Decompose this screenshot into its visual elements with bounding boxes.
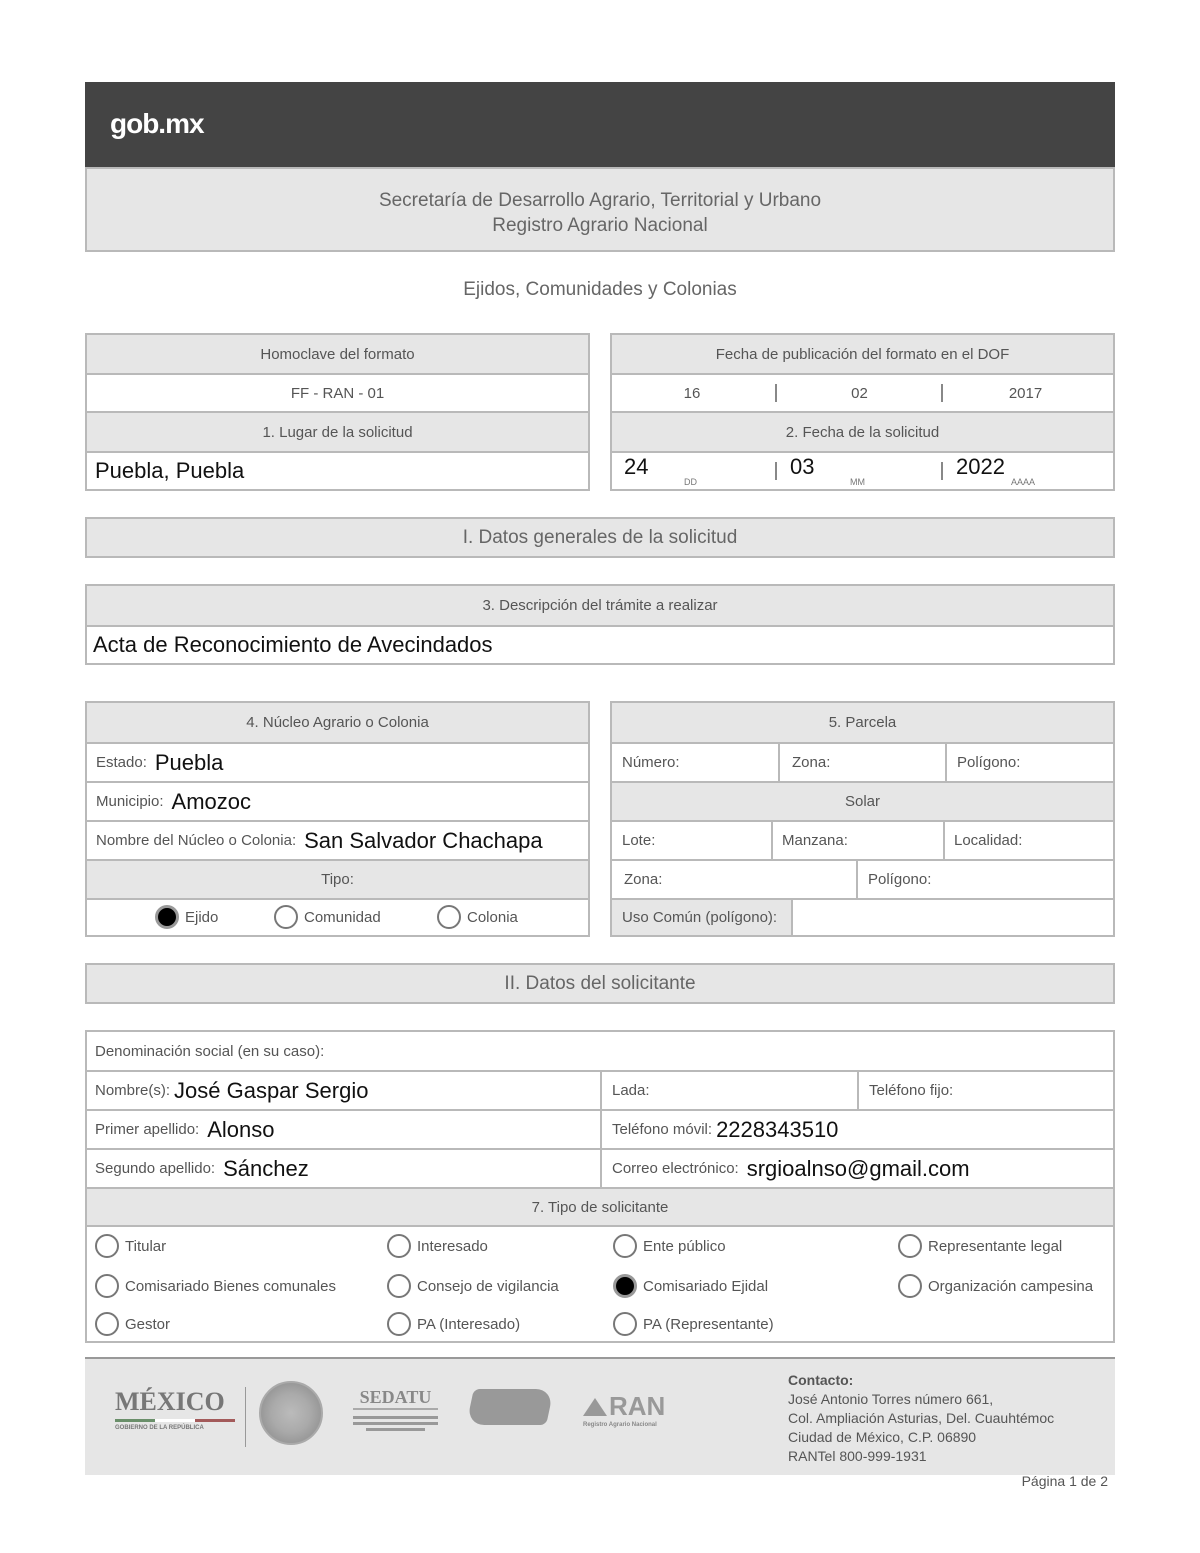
nucleo-nombre-label: Nombre del Núcleo o Colonia: [96, 832, 297, 849]
tramite-text: Acta de Reconocimiento de Avecindados [93, 632, 493, 657]
lugar-value[interactable] [87, 453, 588, 489]
option-interesado-label: Interesado [417, 1237, 488, 1255]
mexico-logo-sub: GOBIERNO DE LA REPÚBLICA [115, 1425, 204, 1431]
dof-month: 02 [851, 384, 868, 402]
option-ente-publico-label: Ente público [643, 1237, 726, 1255]
contact-line: Ciudad de México, C.P. 06890 [788, 1429, 977, 1445]
estado-field[interactable] [87, 744, 588, 781]
radio-unchecked-icon [387, 1234, 411, 1258]
tipo-comunidad-radio[interactable] [274, 905, 381, 929]
municipio-field[interactable] [87, 783, 588, 820]
nucleo-box [85, 701, 590, 937]
tipo-ejido-radio[interactable] [155, 905, 218, 929]
estado-label: Estado: [96, 754, 147, 771]
option-comisariado-ejidal[interactable] [613, 1274, 768, 1298]
apellido1-field[interactable] [87, 1111, 600, 1148]
parcela-numero-label: Número: [622, 754, 680, 771]
lada-field[interactable] [602, 1072, 857, 1109]
option-ente-publico[interactable] [613, 1234, 726, 1258]
uso-comun-field[interactable] [793, 900, 1113, 935]
option-representante-legal-label: Representante legal [928, 1237, 1063, 1255]
correo-label: Correo electrónico: [612, 1160, 739, 1177]
page-number: Página 1 de 2 [1021, 1473, 1108, 1489]
nucleo-title: 4. Núcleo Agrario o Colonia [87, 703, 588, 742]
manzana-field[interactable] [773, 822, 943, 859]
option-pa-interesado-label: PA (Interesado) [417, 1315, 521, 1333]
fecha-day: 24 [624, 454, 649, 479]
format-right-box [610, 333, 1115, 491]
section-1-title: I. Datos generales de la solicitud [85, 517, 1115, 558]
radio-unchecked-icon [613, 1234, 637, 1258]
option-organizacion-campesina-label: Organización campesina [928, 1277, 1094, 1295]
radio-unchecked-icon [95, 1312, 119, 1336]
option-pa-interesado[interactable] [387, 1312, 520, 1336]
option-organizacion-campesina[interactable] [898, 1274, 1093, 1298]
office-name: Registro Agrario Nacional [492, 215, 708, 236]
solar-poligono-field[interactable] [858, 861, 1113, 898]
option-comisariado-bienes[interactable] [95, 1274, 336, 1298]
fecha-month-hint: MM [850, 477, 865, 487]
parcela-poligono-field[interactable] [947, 744, 1113, 781]
homoclave-label: Homoclave del formato [87, 335, 588, 373]
localidad-field[interactable] [945, 822, 1113, 859]
option-titular-label: Titular [125, 1237, 167, 1255]
correo-value: srgioalnso@gmail.com [746, 1155, 970, 1181]
option-representante-legal[interactable] [898, 1234, 1062, 1258]
tramite-box [85, 584, 1115, 665]
radio-unchecked-icon [387, 1312, 411, 1336]
contact-line: RANTel 800-999-1931 [788, 1448, 927, 1464]
tramite-value[interactable] [87, 627, 1113, 663]
nombre-field[interactable] [87, 1072, 600, 1109]
option-pa-representante[interactable] [613, 1312, 774, 1336]
option-consejo-vigilancia[interactable] [387, 1274, 559, 1298]
lugar-label: 1. Lugar de la solicitud [87, 413, 588, 451]
option-pa-representante-label: PA (Representante) [643, 1315, 774, 1333]
radio-unchecked-icon [613, 1312, 637, 1336]
tipo-solicitante-title: 7. Tipo de solicitante [87, 1189, 1113, 1225]
contact-line: José Antonio Torres número 661, [788, 1391, 994, 1407]
fecha-inputs[interactable] [612, 453, 1113, 489]
telfijo-label: Teléfono fijo: [869, 1082, 954, 1099]
seal-icon [259, 1381, 323, 1445]
tipo-colonia-label: Colonia [467, 908, 518, 926]
header-bar [85, 82, 1115, 167]
denominacion-field[interactable] [87, 1032, 1113, 1070]
radio-unchecked-icon [898, 1234, 922, 1258]
dof-day: 16 [683, 384, 701, 402]
solar-title: Solar [612, 783, 1113, 820]
ran-logo-text: RAN [609, 1391, 666, 1421]
movil-field[interactable] [602, 1111, 1113, 1148]
option-interesado[interactable] [387, 1234, 488, 1258]
section-2-title: II. Datos del solicitante [85, 963, 1115, 1004]
telfijo-field[interactable] [859, 1072, 1113, 1109]
option-gestor-label: Gestor [125, 1315, 171, 1333]
radio-unchecked-icon [898, 1274, 922, 1298]
format-left-box [85, 333, 590, 491]
lote-label: Lote: [622, 832, 656, 849]
parcela-title: 5. Parcela [612, 703, 1113, 742]
page-subtitle: Ejidos, Comunidades y Colonias [463, 279, 737, 300]
apellido2-label: Segundo apellido: [95, 1160, 216, 1177]
solar-zona-field[interactable] [612, 861, 856, 898]
tipo-colonia-radio[interactable] [437, 905, 518, 929]
mexico-logo-text: MÉXICO [115, 1387, 225, 1416]
apellido2-field[interactable] [87, 1150, 600, 1187]
uso-comun-label: Uso Común (polígono): [612, 900, 791, 935]
radio-checked-icon [155, 905, 179, 929]
homoclave-value: FF - RAN - 01 [290, 384, 385, 402]
footer [85, 1357, 1115, 1475]
sedatu-logo [353, 1387, 438, 1431]
solar-poligono-label: Polígono: [868, 871, 932, 888]
tramite-label: 3. Descripción del trámite a realizar [87, 586, 1113, 625]
parcela-zona-label: Zona: [792, 754, 831, 771]
radio-unchecked-icon [95, 1274, 119, 1298]
fecha-label: 2. Fecha de la solicitud [612, 413, 1113, 451]
nombre-label: Nombre(s): [95, 1082, 171, 1099]
ran-logo-icon [583, 1398, 607, 1416]
option-gestor[interactable] [95, 1312, 170, 1336]
localidad-label: Localidad: [954, 832, 1023, 849]
fecha-month: 03 [790, 454, 815, 479]
gobmx-logo: gob.mx [110, 108, 204, 139]
tipo-ejido-label: Ejido [185, 908, 219, 926]
lote-field[interactable] [612, 822, 771, 859]
parcela-poligono-label: Polígono: [957, 754, 1021, 771]
option-comisariado-ejidal-label: Comisariado Ejidal [643, 1277, 769, 1295]
denominacion-label: Denominación social (en su caso): [95, 1042, 325, 1060]
correo-field[interactable] [602, 1150, 1113, 1187]
fecha-year-hint: AAAA [1011, 477, 1036, 487]
ran-logo [583, 1391, 673, 1428]
manzana-label: Manzana: [782, 832, 848, 849]
apellido1-value: Alonso [207, 1116, 275, 1142]
option-consejo-vigilancia-label: Consejo de vigilancia [417, 1277, 559, 1295]
movil-value: 2228343510 [716, 1116, 839, 1142]
contact-line: Col. Ampliación Asturias, Del. Cuauhtémoc [788, 1410, 1055, 1426]
solar-zona-label: Zona: [624, 871, 663, 888]
movil-label: Teléfono móvil: [612, 1121, 713, 1138]
separator [245, 1387, 246, 1447]
agency-name: Secretaría de Desarrollo Agrario, Territorial y Urbano [378, 190, 822, 211]
agency-box [85, 167, 1115, 252]
municipio-value: Amozoc [171, 788, 252, 814]
municipio-label: Municipio: [96, 793, 164, 810]
radio-checked-icon [613, 1274, 637, 1298]
apellido2-value: Sánchez [223, 1155, 309, 1181]
parcela-box [610, 701, 1115, 937]
fecha-day-hint: DD [684, 477, 697, 487]
tipo-label: Tipo: [87, 861, 588, 898]
estado-value: Puebla [154, 749, 224, 775]
parcela-numero-field[interactable] [612, 744, 778, 781]
contact-block [788, 1371, 1108, 1466]
nombre-value: José Gaspar Sergio [174, 1077, 369, 1103]
nucleo-nombre-value: San Salvador Chachapa [304, 827, 543, 853]
contact-title: Contacto: [788, 1372, 854, 1388]
dof-year: 2017 [1008, 384, 1043, 402]
dof-label: Fecha de publicación del formato en el DOF [612, 335, 1113, 373]
option-comisariado-bienes-label: Comisariado Bienes comunales [125, 1277, 336, 1295]
ran-logo-sub: Registro Agrario Nacional [583, 1422, 657, 1428]
nucleo-nombre-field[interactable] [87, 822, 588, 859]
apellido1-label: Primer apellido: [95, 1121, 200, 1138]
mexico-logo [115, 1387, 235, 1431]
lugar-text: Puebla, Puebla [95, 458, 245, 483]
option-titular[interactable] [95, 1234, 166, 1258]
fifo-logo-icon [466, 1389, 554, 1425]
parcela-zona-field[interactable] [780, 744, 945, 781]
sedatu-logo-text: SEDATU [353, 1387, 438, 1410]
radio-unchecked-icon [387, 1274, 411, 1298]
tipo-comunidad-label: Comunidad [304, 908, 381, 926]
fecha-year: 2022 [956, 454, 1005, 479]
lada-label: Lada: [612, 1082, 650, 1099]
radio-unchecked-icon [437, 905, 461, 929]
radio-unchecked-icon [95, 1234, 119, 1258]
solicitante-box [85, 1030, 1115, 1343]
radio-unchecked-icon [274, 905, 298, 929]
